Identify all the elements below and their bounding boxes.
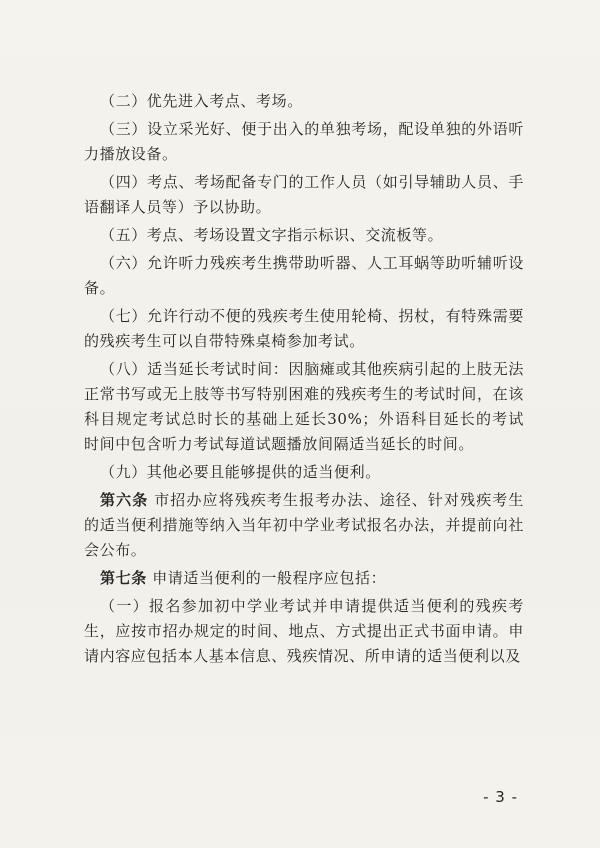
item-5: （五）考点、考场设置文字指示标识、交流板等。 — [100, 226, 444, 244]
item-3: （三）设立采光好、便于出入的单独考场，配设单独的外语听力播放设备。 — [84, 120, 524, 163]
article-7-item-1: （一）报名参加初中学业考试并申请提供适当便利的残疾考生，应按市招办规定的时间、地点、方式提出正式书面申请。申请内容应包括本人基本信息、残疾情况、所申请的适当便利以及 — [84, 597, 524, 665]
article-6-heading: 第六条 — [100, 491, 149, 509]
article-7-text: 申请适当便利的一般程序应包括： — [152, 569, 387, 587]
item-6: （六）允许听力残疾考生携带助听器、人工耳蜗等助听辅听设备。 — [84, 254, 524, 297]
page-number: - 3 - — [483, 788, 518, 806]
article-6-text: 市招办应将残疾考生报考办法、途径、针对残疾考生的适当便利措施等纳入当年初中学业考试报名办法，并提前向社会公布。 — [84, 491, 524, 559]
item-7: （七）允许行动不便的残疾考生使用轮椅、拐杖，有特殊需要的残疾考生可以自带特殊桌椅参加考试。 — [84, 307, 524, 350]
item-8: （八）适当延长考试时间：因脑瘫或其他疾病引起的上肢无法正常书写或无上肢等书写特别困难的残疾考生的考试时间，在该科目规定考试总时长的基础上延长30%；外语科目延长的考试时间中包含听力考试每道试题播放间隔适当延长的时间。 — [84, 360, 524, 453]
article-7 — [84, 566, 524, 591]
item-9: （九）其他必要且能够提供的适当便利。 — [100, 463, 381, 481]
item-4: （四）考点、考场配备专门的工作人员（如引导辅助人员、手语翻译人员等）予以协助。 — [84, 173, 524, 216]
document-body — [84, 89, 524, 669]
article-7-heading: 第七条 — [100, 569, 147, 587]
article-6 — [84, 488, 524, 563]
item-2: （二）优先进入考点、考场。 — [100, 92, 303, 110]
